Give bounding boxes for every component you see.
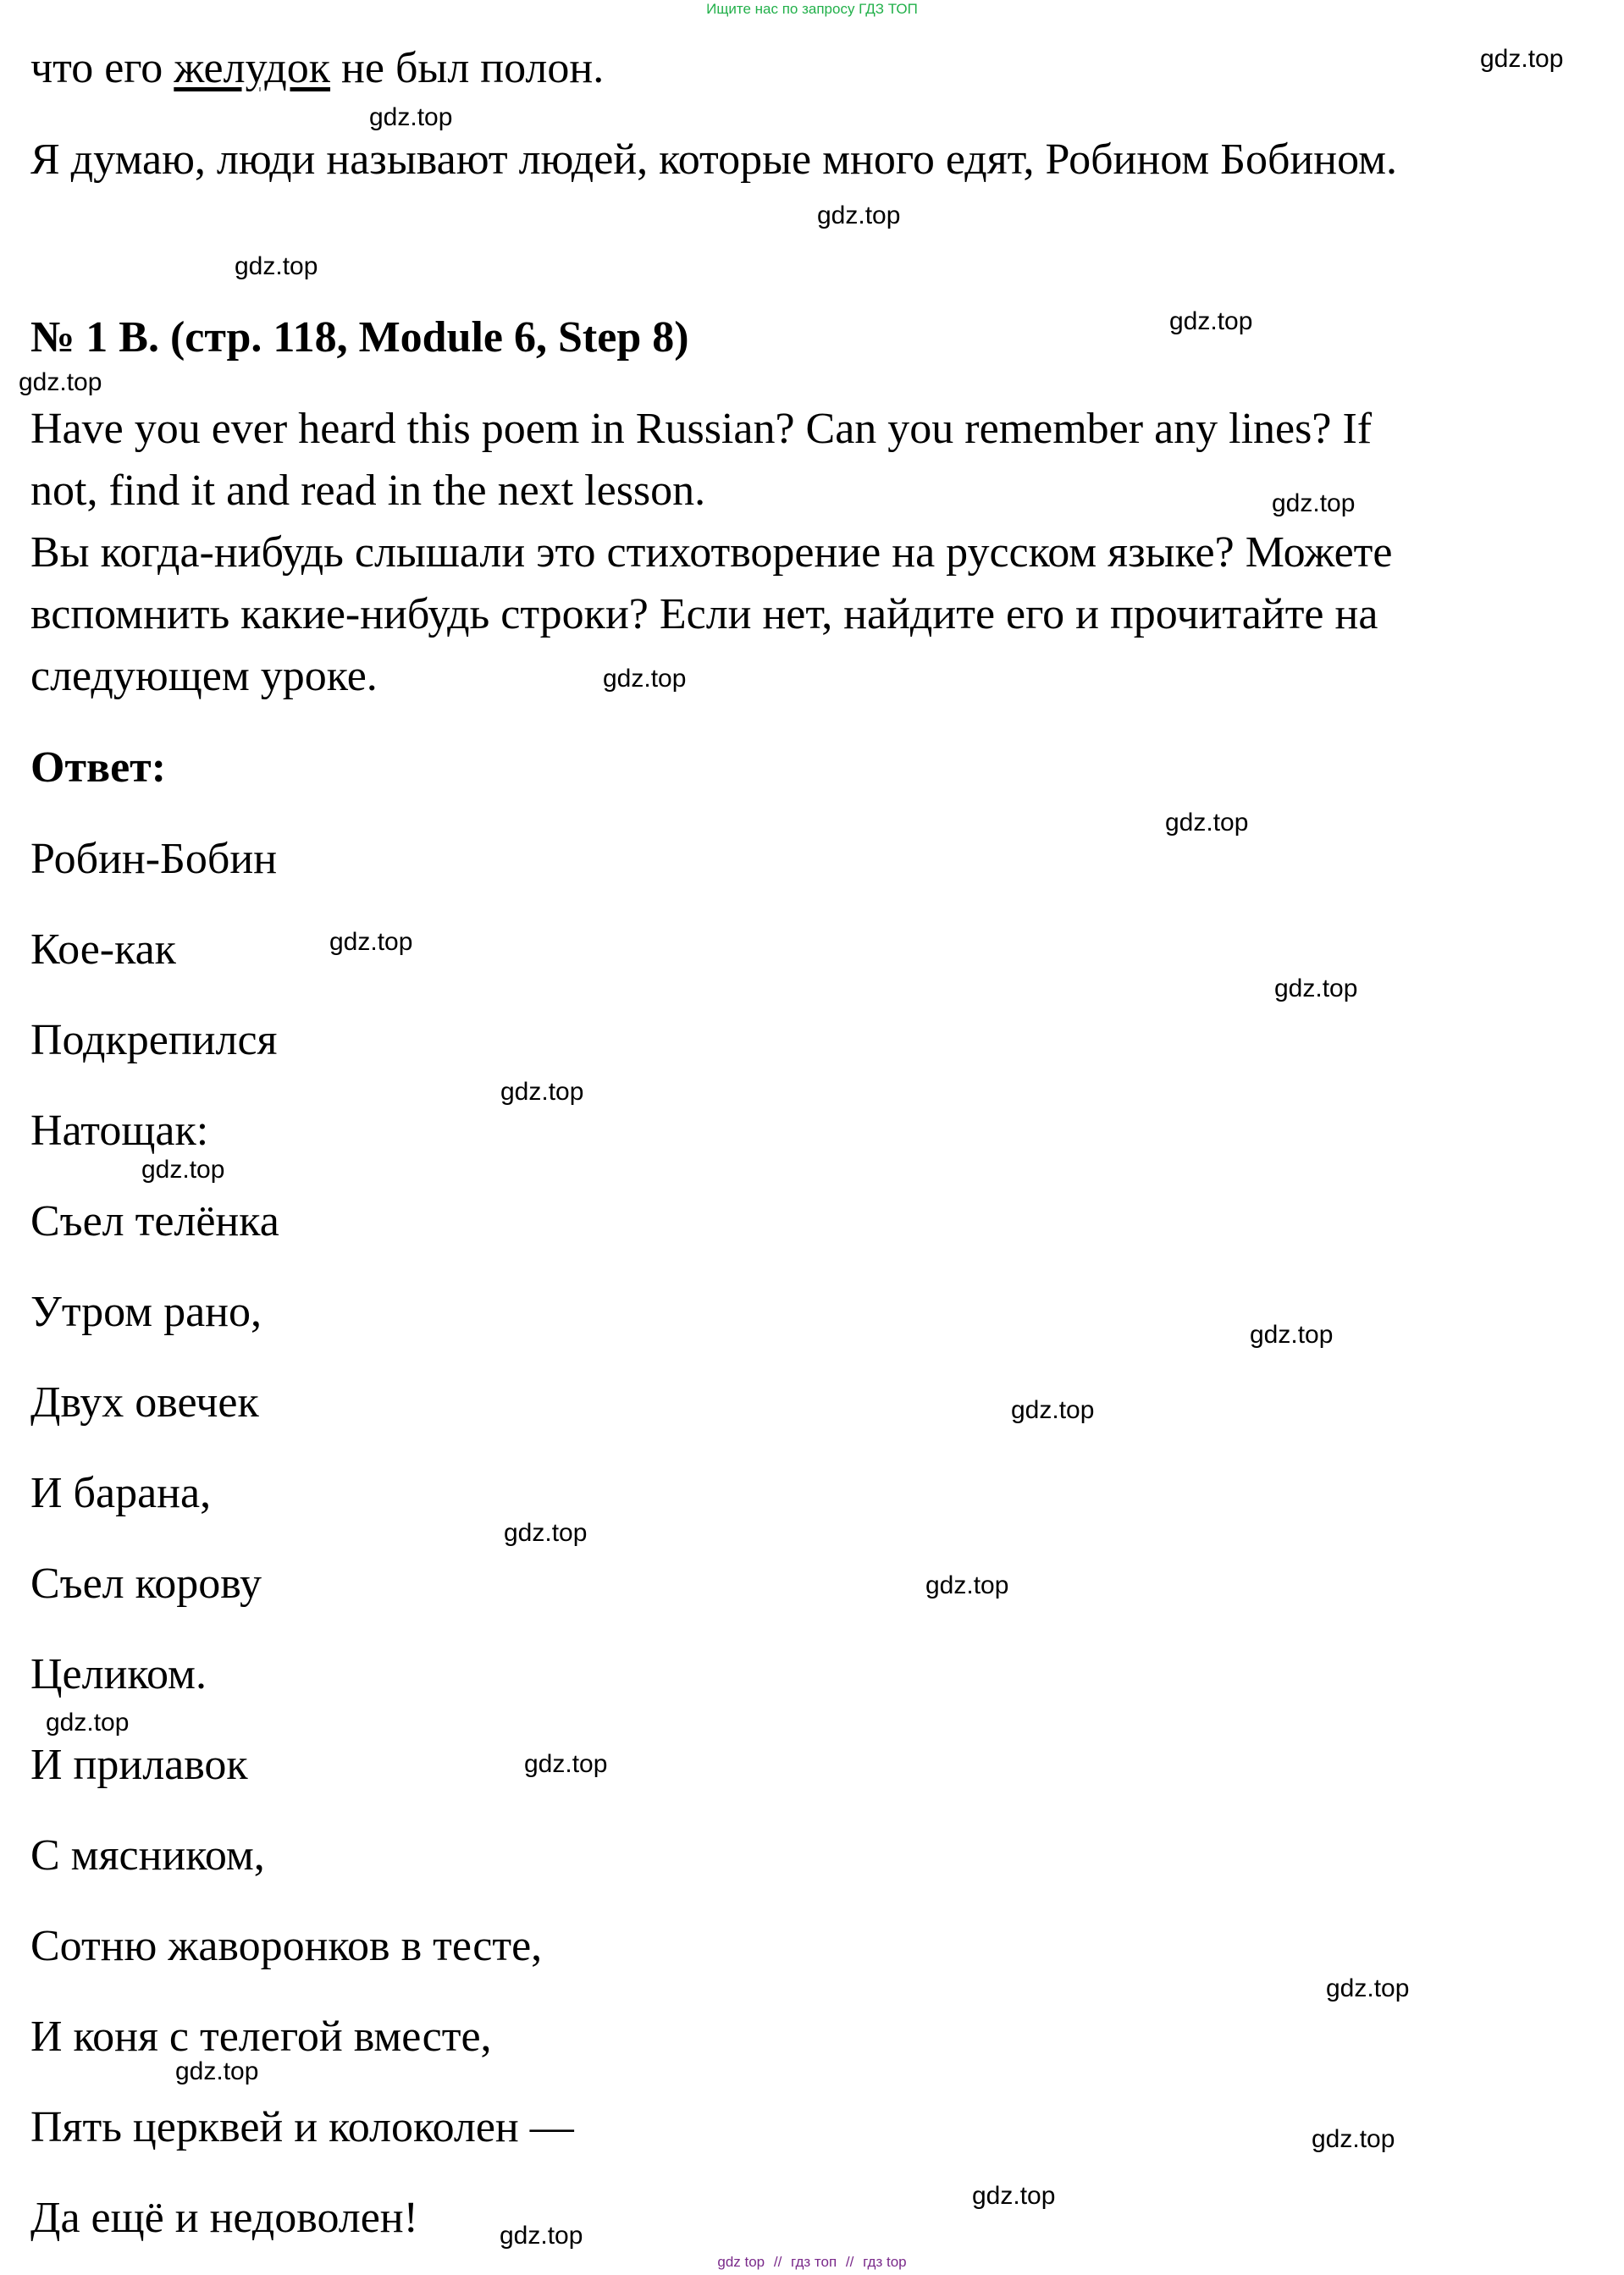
task-russian-line-1: Вы когда-нибудь слышали это стихотворение на русском языке? Можете: [30, 528, 1393, 577]
poem-line: Сотню жаворонков в тесте,: [30, 1922, 543, 1970]
footer-separator: //: [845, 2254, 854, 2270]
poem-line: Съел корову: [30, 1560, 262, 1608]
poem-line: Подкрепился: [30, 1016, 278, 1064]
watermark: gdz.top: [504, 1519, 588, 1547]
poem-line: Двух овечек: [30, 1378, 259, 1427]
watermark: gdz.top: [175, 2057, 259, 2085]
watermark: gdz.top: [524, 1750, 608, 1778]
poem-line: Кое-как: [30, 925, 176, 974]
watermark: gdz.top: [500, 1078, 584, 1106]
poem-line: С мясником,: [30, 1831, 265, 1880]
watermark: gdz.top: [235, 252, 318, 280]
watermark: gdz.top: [19, 368, 102, 396]
watermark: gdz.top: [1312, 2125, 1395, 2153]
poem-line: Съел телёнка: [30, 1197, 279, 1245]
watermark: gdz.top: [1011, 1396, 1095, 1424]
footer-link[interactable]: гдз top: [863, 2254, 907, 2270]
intro-line-1-end: не был полон.: [330, 44, 605, 92]
watermark: gdz.top: [1480, 45, 1564, 73]
poem-line: Пять церквей и колоколен —: [30, 2103, 574, 2151]
top-banner[interactable]: Ищите нас по запросу ГДЗ ТОП: [706, 1, 918, 17]
watermark: gdz.top: [972, 2182, 1056, 2210]
footer-link[interactable]: гдз топ: [791, 2254, 837, 2270]
watermark: gdz.top: [329, 928, 413, 956]
poem-line: И прилавок: [30, 1741, 248, 1789]
poem-line: Натощак:: [30, 1107, 209, 1155]
watermark: gdz.top: [1272, 489, 1356, 517]
watermark: gdz.top: [1165, 809, 1249, 837]
underlined-word: желудок: [174, 44, 331, 92]
poem-line: Утром рано,: [30, 1288, 262, 1336]
watermark: gdz.top: [1274, 975, 1358, 1002]
watermark: gdz.top: [603, 665, 687, 693]
poem-line: Да ещё и недоволен!: [30, 2194, 418, 2242]
watermark: gdz.top: [1326, 1974, 1410, 2002]
watermark: gdz.top: [925, 1571, 1009, 1599]
task-english-line-1: Have you ever heard this poem in Russian? Can you remember any lines? If: [30, 405, 1373, 453]
footer-links: [0, 2253, 1624, 2272]
task-english-line-2: not, find it and read in the next lesson.: [30, 467, 706, 515]
watermark: gdz.top: [500, 2222, 583, 2250]
watermark: gdz.top: [1250, 1321, 1334, 1349]
intro-line-2: Я думаю, люди называют людей, которые много едят, Робином Бобином.: [30, 135, 1398, 184]
answer-label: Ответ:: [30, 743, 167, 792]
watermark: gdz.top: [46, 1709, 130, 1737]
intro-line-1: [30, 42, 604, 95]
task-heading: № 1 B. (стр. 118, Module 6, Step 8): [30, 313, 689, 362]
footer-link[interactable]: gdz top: [717, 2254, 765, 2270]
watermark: gdz.top: [369, 103, 453, 131]
intro-line-1-start: что его: [30, 44, 174, 92]
watermark: gdz.top: [817, 202, 901, 229]
poem-line: И барана,: [30, 1469, 212, 1517]
task-russian-line-3: следующем уроке.: [30, 652, 378, 700]
watermark: gdz.top: [1169, 307, 1253, 335]
poem-line: И коня с телегой вместе,: [30, 2013, 492, 2061]
watermark: gdz.top: [141, 1156, 225, 1184]
poem-line: Целиком.: [30, 1650, 207, 1698]
poem-line: Робин-Бобин: [30, 835, 278, 883]
task-russian-line-2: вспомнить какие-нибудь строки? Если нет, найдите его и прочитайте на: [30, 590, 1378, 638]
footer-separator: //: [773, 2254, 782, 2270]
